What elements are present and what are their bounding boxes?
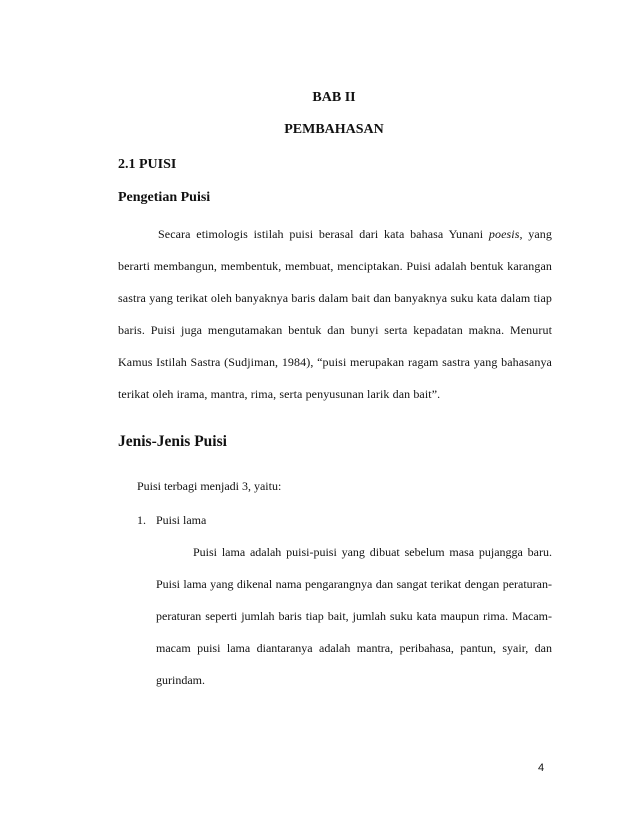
- definition-paragraph: [118, 218, 552, 410]
- types-intro: Puisi terbagi menjadi 3, yaitu:: [137, 479, 282, 493]
- definition-italic-term: poesis,: [488, 227, 523, 241]
- list-item-title-text: Puisi lama: [156, 513, 207, 527]
- types-heading: Jenis-Jenis Puisi: [118, 433, 227, 450]
- list-item: [137, 510, 552, 696]
- list-item-number: 1.: [137, 513, 146, 527]
- chapter-label: BAB II: [312, 90, 356, 105]
- definition-text-after: yang berarti membangun, membentuk, membuat, menciptakan. Puisi adalah bentuk karangan sastra yang terikat oleh banyaknya baris dalam bait dan banyaknya suku kata dalam tiap baris. Puisi juga mengutamakan bentuk dan bunyi serta kepadatan makna. Menurut Kamus Istilah Sastra (Sudjiman, 1984), “puisi merupakan ragam sastra yang bahasanya terikat oleh irama, mantra, rima, serta penyusunan larik dan bait”.: [118, 227, 552, 401]
- definition-text-before: Secara etimologis istilah puisi berasal dari kata bahasa Yunani: [158, 227, 489, 241]
- list-item-description: Puisi lama adalah puisi-puisi yang dibuat sebelum masa pujangga baru. Puisi lama yang dikenal nama pengarangnya dan sangat terikat dengan peraturan-peraturan seperti jumlah baris tiap bait, jumlah suku kata maupun rima. Macam-macam puisi lama diantaranya adalah mantra, peribahasa, pantun, syair, dan gurindam.: [156, 545, 552, 687]
- list-item-title: [137, 510, 552, 530]
- page-number: 4: [538, 762, 545, 774]
- chapter-title: PEMBAHASAN: [284, 122, 384, 137]
- definition-heading: Pengetian Puisi: [118, 190, 211, 205]
- types-list: [137, 510, 552, 696]
- section-heading: 2.1 PUISI: [118, 157, 177, 172]
